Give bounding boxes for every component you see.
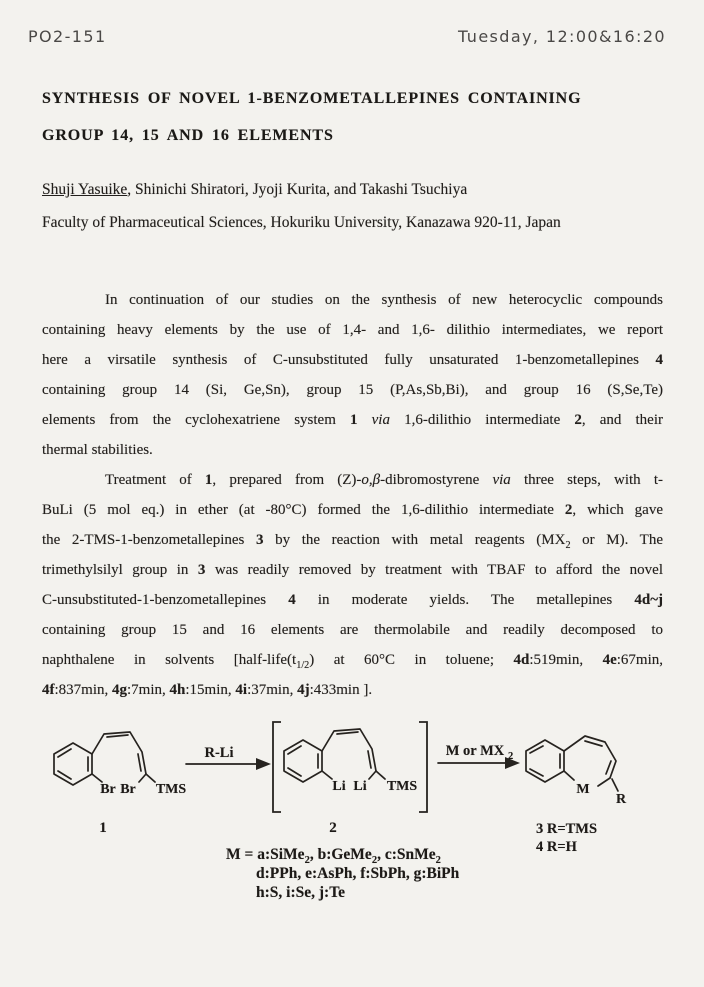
- r-group-label: R: [615, 792, 627, 807]
- reagent-label-m-mx2: M or MX: [445, 743, 505, 759]
- title-line-2: GROUP 14, 15 AND 16 ELEMENTS: [42, 127, 334, 144]
- body-line: In continuation of our studies on the synthesis of new heterocyclic compounds: [105, 292, 663, 308]
- legend-line-2: d:PPh, e:AsPh, f:SbPh, g:BiPh: [256, 865, 460, 882]
- affiliation: Faculty of Pharmaceutical Sciences, Hokuriku University, Kanazawa 920-11, Japan: [42, 214, 561, 231]
- legend-line-3: h:S, i:Se, j:Te: [256, 884, 345, 901]
- page-header: [0, 27, 704, 51]
- body-line: containing group 14 (Si, Ge,Sn), group 15 (P,As,Sb,Bi), and group 16 (S,Se,Te): [42, 382, 663, 398]
- reaction-arrow-2: [438, 743, 520, 769]
- body-line: BuLi (5 mol eq.) in ether (at -80°C) formed the 1,6-dilithio intermediate 2, which gave: [42, 502, 663, 518]
- compound-3-structure: [526, 736, 627, 855]
- metal-label: M: [576, 782, 590, 797]
- compound-1-structure: [54, 732, 186, 836]
- br-label: Br: [100, 782, 116, 797]
- compound-2-number: 2: [329, 820, 337, 836]
- paper-title: [42, 80, 662, 154]
- li-label: Li: [353, 779, 367, 794]
- body-line: containing group 15 and 16 elements are thermolabile and readily decomposed to: [42, 622, 663, 638]
- reagent-label-subscript: 2: [508, 751, 514, 762]
- tms-label: TMS: [386, 779, 418, 794]
- title-line-1: SYNTHESIS OF NOVEL 1-BENZOMETALLEPINES CONTAINING: [42, 90, 582, 107]
- compound-2-structure: [273, 722, 427, 836]
- abstract-body: [42, 285, 663, 705]
- body-line: the 2-TMS-1-benzometallepines 3 by the reaction with metal reagents ($MX_2$ or M). The: [42, 532, 663, 551]
- author-list: Shuji Yasuike, Shinichi Shiratori, Jyoji Kurita, and Takashi Tsuchiya: [42, 181, 468, 198]
- scheme-legend: [226, 845, 459, 902]
- compound-3-caption: 3 R=TMS: [536, 821, 598, 837]
- session-time: Tuesday, 12:00&16:20: [458, 27, 666, 46]
- li-label: Li: [332, 779, 346, 794]
- body-line: naphthalene in solvents [$half-life(t_{1/2})$ at 60°C in toluene; 4d:519min, 4e:67min,: [42, 652, 663, 671]
- body-line: 4f:837min, 4g:7min, 4h:15min, 4i:37min, 4j:433min ].: [42, 682, 373, 698]
- body-line: containing heavy elements by the use of 1,4- and 1,6- dilithio intermediates, we report: [42, 322, 663, 338]
- compound-4-caption: 4 R=H: [536, 839, 577, 855]
- body-line: C-unsubstituted-1-benzometallepines 4 in moderate yields. The metallepines 4d~j: [42, 592, 663, 608]
- right-bracket: [419, 722, 427, 812]
- left-bracket: [273, 722, 281, 812]
- body-line: trimethylsilyl group in 3 was readily removed by treatment with TBAF to afford the novel: [42, 562, 663, 578]
- body-line: Treatment of 1, prepared from (Z)-o,β-dibromostyrene via three steps, with t-: [105, 472, 663, 488]
- reagent-label-rli: R-Li: [204, 745, 234, 761]
- reaction-arrow-1: [186, 745, 271, 770]
- tms-label: TMS: [155, 782, 187, 797]
- body-line: here a virsatile synthesis of C-unsubstituted fully unsaturated 1-benzometallepines 4: [42, 352, 663, 368]
- session-code: PO2-151: [28, 27, 107, 46]
- legend-line-1: M = a:SiMe$_2$, b:GeMe$_2$, c:SnMe$_2$: [226, 846, 441, 867]
- body-line: thermal stabilities.: [42, 442, 153, 458]
- body-line: elements from the cyclohexatriene system 1 via 1,6-dilithio intermediate 2, and their: [42, 412, 663, 428]
- br-label: Br: [120, 782, 136, 797]
- compound-1-number: 1: [99, 820, 107, 836]
